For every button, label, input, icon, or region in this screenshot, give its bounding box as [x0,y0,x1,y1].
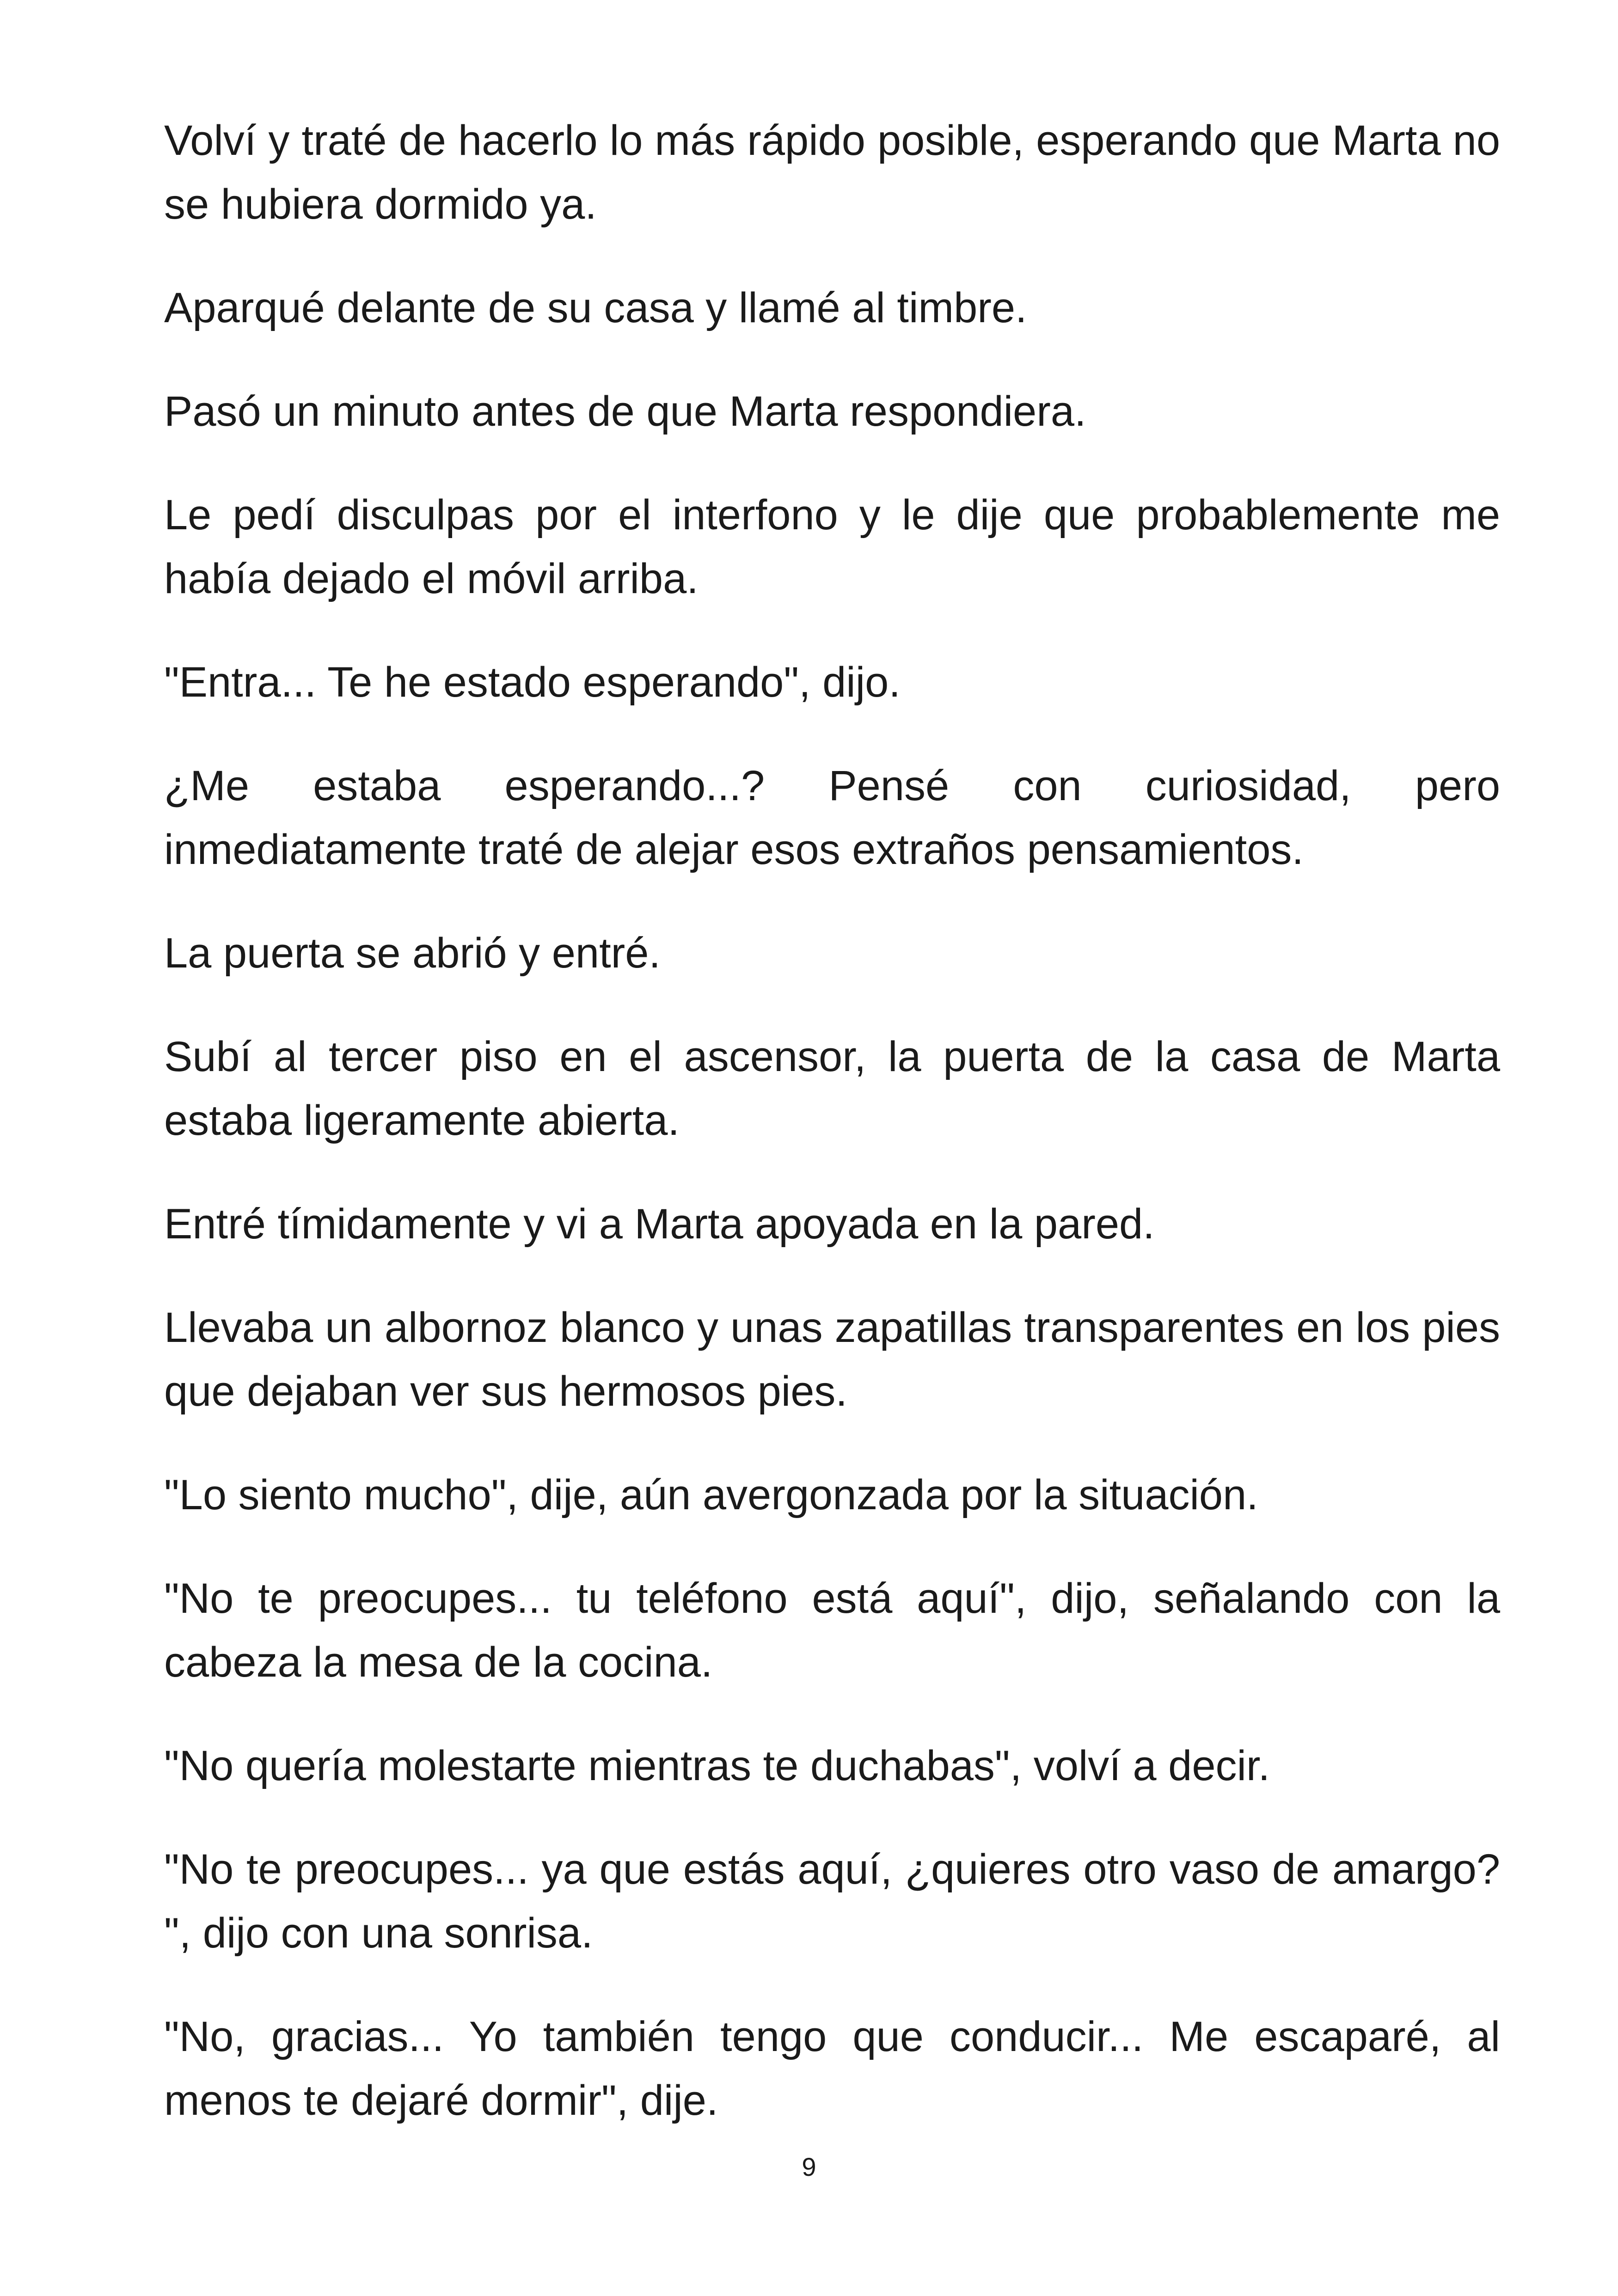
page-number: 9 [802,2152,816,2181]
paragraph: Subí al tercer piso en el ascensor, la puerta de la casa de Marta estaba ligeramente abierta. [164,1033,1500,1144]
body-text [164,109,1500,2172]
paragraph: Aparqué delante de su casa y llamé al timbre. [164,284,1027,331]
paragraph: Pasó un minuto antes de que Marta respondiera. [164,388,1086,435]
paragraph: "No te preocupes... tu teléfono está aquí", dijo, señalando con la cabeza la mesa de la cocina. [164,1575,1500,1686]
paragraph: Volví y traté de hacerlo lo más rápido posible, esperando que Marta no se hubiera dormido ya. [164,117,1500,228]
paragraph: ¿Me estaba esperando...? Pensé con curiosidad, pero inmediatamente traté de alejar esos extraños pensamientos. [164,762,1500,873]
paragraph: "Entra... Te he estado esperando", dijo. [164,659,901,706]
paragraph: "No quería molestarte mientras te duchabas", volví a decir. [164,1742,1270,1789]
paragraph: "No te preocupes... ya que estás aquí, ¿quieres otro vaso de amargo? ", dijo con una sonrisa. [164,1846,1500,1957]
paragraph: Llevaba un albornoz blanco y unas zapatillas transparentes en los pies que dejaban ver sus hermosos pies. [164,1304,1500,1415]
paragraph: Le pedí disculpas por el interfono y le dije que probablemente me había dejado el móvil arriba. [164,491,1500,602]
paragraph: La puerta se abrió y entré. [164,930,661,977]
paragraph: "No, gracias... Yo también tengo que conducir... Me escaparé, al menos te dejaré dormir", dije. [164,2013,1500,2124]
paragraph: Entré tímidamente y vi a Marta apoyada en la pared. [164,1200,1155,1248]
paragraph: "Lo siento mucho", dije, aún avergonzada por la situación. [164,1471,1258,1518]
